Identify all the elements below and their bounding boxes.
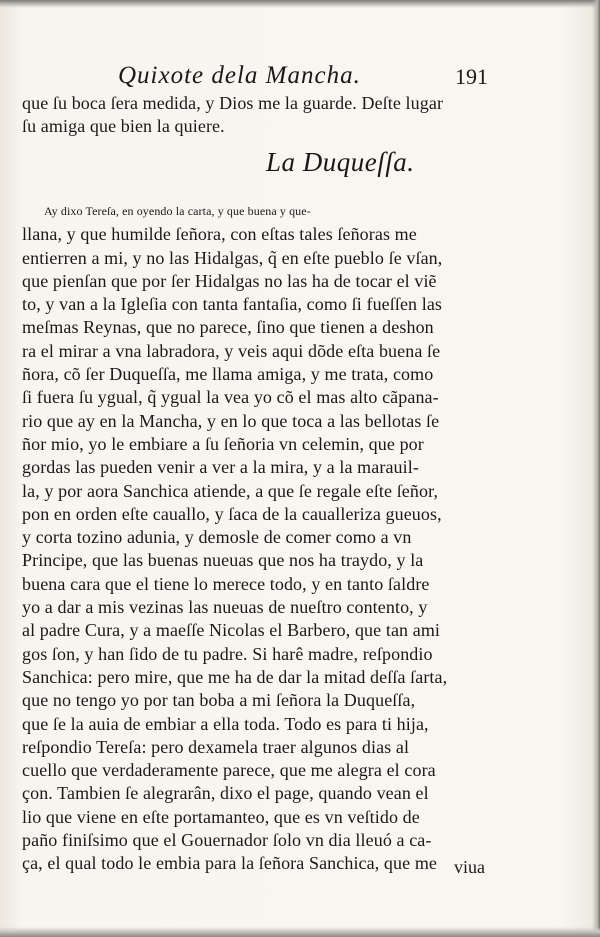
text-line: paño finiſsimo que el Gouernador ſolo vn dia lleuó a ca-: [22, 830, 432, 851]
text-line: buena cara que el tiene lo merece todo, y en tanto ſaldre: [22, 573, 430, 594]
text-line: ça, el qual todo le embia para la ſeñora Sanchica, que me: [22, 853, 438, 874]
text-line: entierren a mi, y no las Hidalgas, q̃ en eſte pueblo ſe vſan,: [22, 247, 443, 268]
text-line: reſpondio Tereſa: pero dexamela traer algunos dias al: [22, 736, 410, 757]
text-line: que no tengo yo por tan boba a mi ſeñora la Duqueſſa,: [22, 690, 416, 711]
text-line: rio que ay en la Mancha, y en lo que toca a las bellotas ſe: [22, 410, 440, 431]
catchword: viua: [454, 857, 485, 877]
running-head: [118, 62, 490, 90]
text-line: Sanchica: pero mire, que me ha de dar la mitad deſſa ſarta,: [22, 666, 448, 687]
text-line: gos ſon, y han ſido de tu padre. Si harê madre, reſpondio: [22, 643, 433, 664]
text-line: Principe, que las buenas nueuas que nos ha traydo, y la: [22, 550, 424, 571]
text-line: la, y por aora Sanchica atiende, a que ſe regale eſte ſeñor,: [22, 480, 439, 501]
text-line: ñor mio, yo le embiare a ſu ſeñoria vn celemin, que por: [22, 433, 424, 454]
text-line: llana, y que humilde ſeñora, con eſtas tales ſeñoras me: [22, 224, 417, 245]
text-line: ſi fuera ſu ygual, q̃ ygual la vea yo cõ el mas alto cãpana-: [22, 387, 439, 408]
page-right-edge: [592, 0, 600, 937]
text-line: y corta tozino adunia, y demosle de comer como a vn: [22, 527, 412, 548]
text-line: que ſe la auia de embiar a ella toda. Todo es para ti hija,: [22, 713, 429, 734]
text-line: ſu amiga que bien la quiere.: [22, 116, 225, 137]
text-line: Ay dixo Tereſa, en oyendo la carta, y que buena y que-: [44, 204, 311, 218]
text-line: çon. Tambien ſe alegrarân, dixo el page, quando vean el: [22, 783, 429, 804]
body-paragraph: [22, 200, 488, 876]
text-line: al padre Cura, y a maeſſe Nicolas el Barbero, que tan ami: [22, 620, 441, 641]
text-line: to, y van a la Igleſia con tanta fantaſia, como ſi fueſſen las: [22, 294, 443, 315]
text-line: ra el mirar a vna labradora, y veis aqui dõde eſta buena ſe: [22, 340, 441, 361]
text-line: cuello que verdaderamente parece, que me alegra el cora: [22, 760, 436, 781]
text-line: ñora, cõ ſer Duqueſſa, me llama amiga, y me trata, como: [22, 364, 434, 385]
page-top-edge: [0, 0, 600, 8]
page-number: 191: [455, 64, 488, 89]
text-line: yo a dar a mis vezinas las nueuas de nueſtro contento, y: [22, 597, 428, 618]
page-bottom-edge: [0, 927, 600, 937]
section-heading: La Duqueſſa.: [266, 147, 415, 177]
text-line: meſmas Reynas, que no parece, ſino que tienen a deshon: [22, 317, 434, 338]
running-title: Quixote dela Mancha.: [118, 62, 361, 89]
continued-paragraph: [22, 92, 488, 139]
text-line: gordas las pueden venir a ver a la mira, y a la marauil-: [22, 457, 419, 478]
text-line: que pienſan que por ſer Hidalgas no las ha de tocar el viẽ: [22, 270, 437, 291]
text-line: que ſu boca ſera medida, y Dios me la guarde. Deſte lugar: [22, 93, 444, 113]
text-line: pon en orden eſte cauallo, y ſaca de la caualleriza gueuos,: [22, 503, 442, 524]
text-line: lio que viene en eſte portamanteo, que es vn veſtido de: [22, 806, 420, 827]
